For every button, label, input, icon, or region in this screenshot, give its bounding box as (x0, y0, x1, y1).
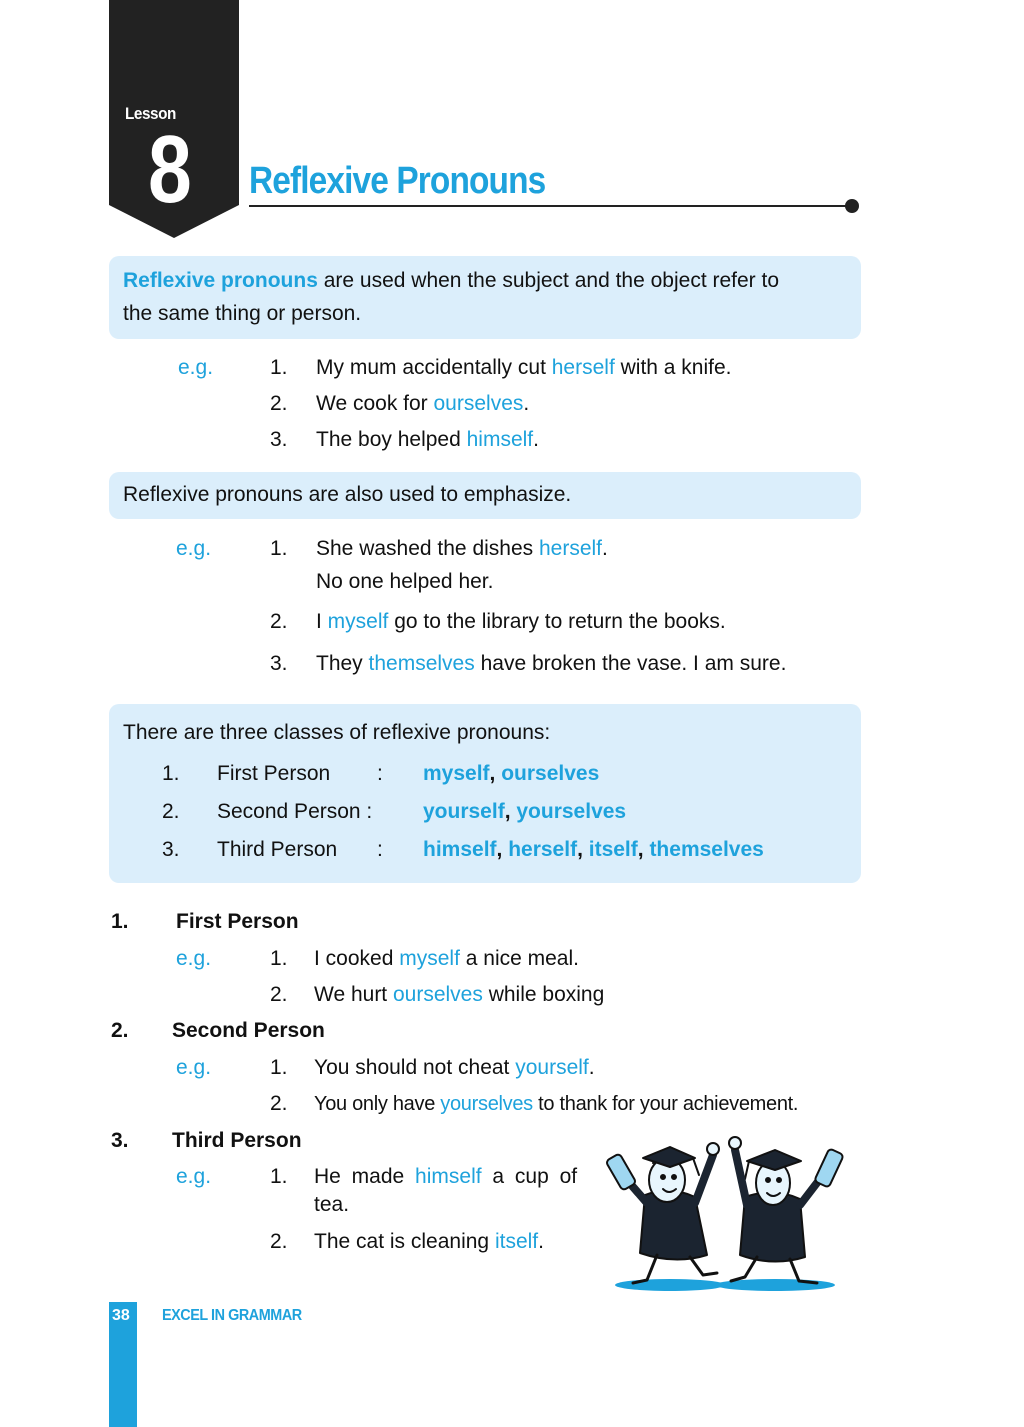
example-continuation: tea. (314, 1193, 350, 1216)
eg-label: e.g. (176, 1056, 212, 1079)
example-sentence: She washed the dishes herself. (316, 537, 608, 560)
example-number: 2. (270, 983, 288, 1006)
example-number: 2. (270, 610, 288, 633)
eg-label: e.g. (176, 537, 212, 560)
class-terms: myself, ourselves (423, 762, 600, 785)
example-sentence: I cooked myself a nice meal. (314, 947, 579, 970)
class-number: 3. (162, 838, 180, 861)
emphasis-box (109, 472, 861, 519)
class-terms: yourself, yourselves (423, 800, 627, 823)
section-heading: Second Person (172, 1019, 325, 1042)
example-sentence: My mum accidentally cut herself with a knife. (316, 356, 732, 379)
definition-line-1: Reflexive pronouns are used when the subject and the object refer to (123, 269, 780, 292)
eg-label: e.g. (178, 356, 214, 379)
example-sentence: We cook for ourselves. (316, 392, 530, 415)
section-number: 3. (111, 1129, 129, 1152)
example-number: 1. (270, 356, 288, 379)
example-number: 1. (270, 1165, 288, 1188)
example-number: 1. (270, 537, 288, 560)
eg-label: e.g. (176, 1165, 212, 1188)
lesson-number: 8 (148, 116, 192, 223)
class-colon: : (377, 838, 383, 861)
classes-box (109, 704, 861, 883)
graduates-illustration (595, 1125, 855, 1295)
definition-term: Reflexive pronouns (123, 269, 318, 292)
example-sentence: You should not cheat yourself. (314, 1056, 595, 1079)
example-number: 2. (270, 1230, 288, 1253)
class-number: 2. (162, 800, 180, 823)
page-number: 38 (112, 1307, 130, 1324)
section-number: 1. (111, 910, 129, 933)
example-sentence: They themselves have broken the vase. I am sure. (316, 652, 787, 675)
section-heading: Third Person (172, 1129, 302, 1152)
example-number: 2. (270, 1092, 288, 1115)
example-number: 3. (270, 428, 288, 451)
class-name: First Person (217, 762, 331, 785)
page-title: Reflexive Pronouns (249, 160, 546, 202)
eg-label: e.g. (176, 947, 212, 970)
emphasis-text: Reflexive pronouns are also used to emphasize. (123, 483, 572, 506)
section-number: 2. (111, 1019, 129, 1042)
example-sentence: I myself go to the library to return the books. (316, 610, 726, 633)
definition-box (109, 256, 861, 339)
lesson-label: Lesson (125, 104, 176, 123)
title-rule-dot (845, 199, 859, 213)
class-name: Second Person : (217, 800, 373, 823)
example-sentence: We hurt ourselves while boxing (314, 983, 605, 1006)
class-number: 1. (162, 762, 180, 785)
example-sentence: The cat is cleaning itself. (314, 1230, 544, 1253)
example-number: 3. (270, 652, 288, 675)
example-number: 1. (270, 1056, 288, 1079)
example-number: 2. (270, 392, 288, 415)
example-sentence: He made himself a cup of (314, 1165, 578, 1188)
example-sentence: The boy helped himself. (316, 428, 539, 451)
class-colon: : (377, 762, 383, 785)
class-name: Third Person (217, 838, 338, 861)
class-terms: himself, herself, itself, themselves (423, 838, 764, 861)
section-heading: First Person (176, 910, 299, 933)
title-rule (249, 205, 849, 207)
book-title: EXCEL IN GRAMMAR (162, 1307, 302, 1324)
example-sentence: You only have yourselves to thank for your achievement. (314, 1093, 799, 1115)
classes-intro: There are three classes of reflexive pronouns: (123, 721, 551, 744)
example-number: 1. (270, 947, 288, 970)
definition-line-2: the same thing or person. (123, 302, 362, 325)
example-continuation: No one helped her. (316, 570, 494, 593)
